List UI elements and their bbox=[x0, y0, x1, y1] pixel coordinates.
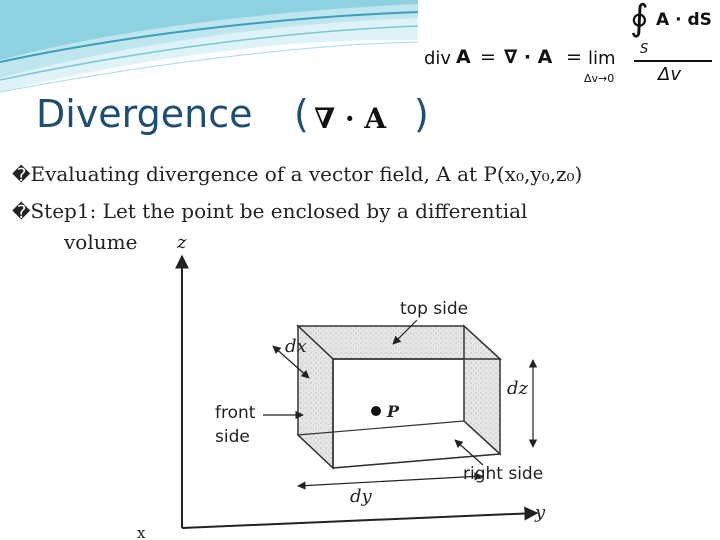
bullet-mark: � bbox=[12, 165, 31, 186]
formula-denominator: Δv bbox=[658, 64, 681, 85]
y-axis bbox=[182, 513, 537, 528]
point-p-label: P bbox=[387, 402, 400, 421]
bullet-2-text: Step1: Let the point be enclosed by a differential bbox=[30, 199, 528, 223]
formula-equals-2: = bbox=[566, 46, 582, 68]
formula-lim-subscript: Δv→0 bbox=[584, 72, 615, 85]
axis-z-label: z bbox=[177, 232, 187, 253]
formula-lim: lim bbox=[588, 48, 616, 69]
formula-integral-sign: ∮ bbox=[630, 0, 649, 39]
title-text: Divergence bbox=[36, 92, 253, 136]
title-open-paren: ( bbox=[294, 92, 309, 136]
point-p-marker bbox=[371, 406, 381, 416]
title-operator: ∇ · A bbox=[314, 102, 387, 135]
bullet-1 bbox=[12, 160, 582, 190]
front-side-label-2: side bbox=[215, 427, 250, 447]
axis-x-label: x bbox=[137, 524, 146, 540]
right-side-pointer bbox=[455, 440, 483, 465]
formula-integrand: A · dS bbox=[656, 10, 712, 30]
formula-equals-1: = bbox=[480, 46, 496, 68]
formula-surface: S bbox=[640, 42, 649, 57]
formula-nabla-dot-A: ∇ · A bbox=[504, 46, 553, 68]
slide-title bbox=[36, 92, 429, 136]
bullet-mark: � bbox=[12, 202, 31, 223]
bullet-2-continuation: volume bbox=[64, 230, 138, 254]
dy-label: dy bbox=[350, 486, 372, 507]
front-side-label-1: front bbox=[215, 403, 256, 423]
title-close-paren: ) bbox=[414, 92, 429, 136]
differential-volume-diagram bbox=[137, 232, 580, 540]
dy-arrow bbox=[298, 476, 482, 486]
formula-A: A bbox=[456, 46, 471, 68]
bullet-2 bbox=[12, 197, 527, 227]
axis-y-label: y bbox=[535, 502, 546, 523]
top-side-label: top side bbox=[400, 299, 469, 319]
right-side-label: right side bbox=[463, 464, 544, 484]
box-right-face bbox=[464, 326, 500, 454]
bullet-1-text: Evaluating divergence of a vector field, A at P(x₀,y₀,z₀) bbox=[30, 162, 583, 186]
dz-label: dz bbox=[507, 378, 529, 399]
divergence-formula bbox=[418, 0, 720, 90]
formula-fraction-bar bbox=[634, 60, 712, 62]
formula-div: div bbox=[424, 48, 452, 69]
dx-label: dx bbox=[285, 336, 307, 357]
